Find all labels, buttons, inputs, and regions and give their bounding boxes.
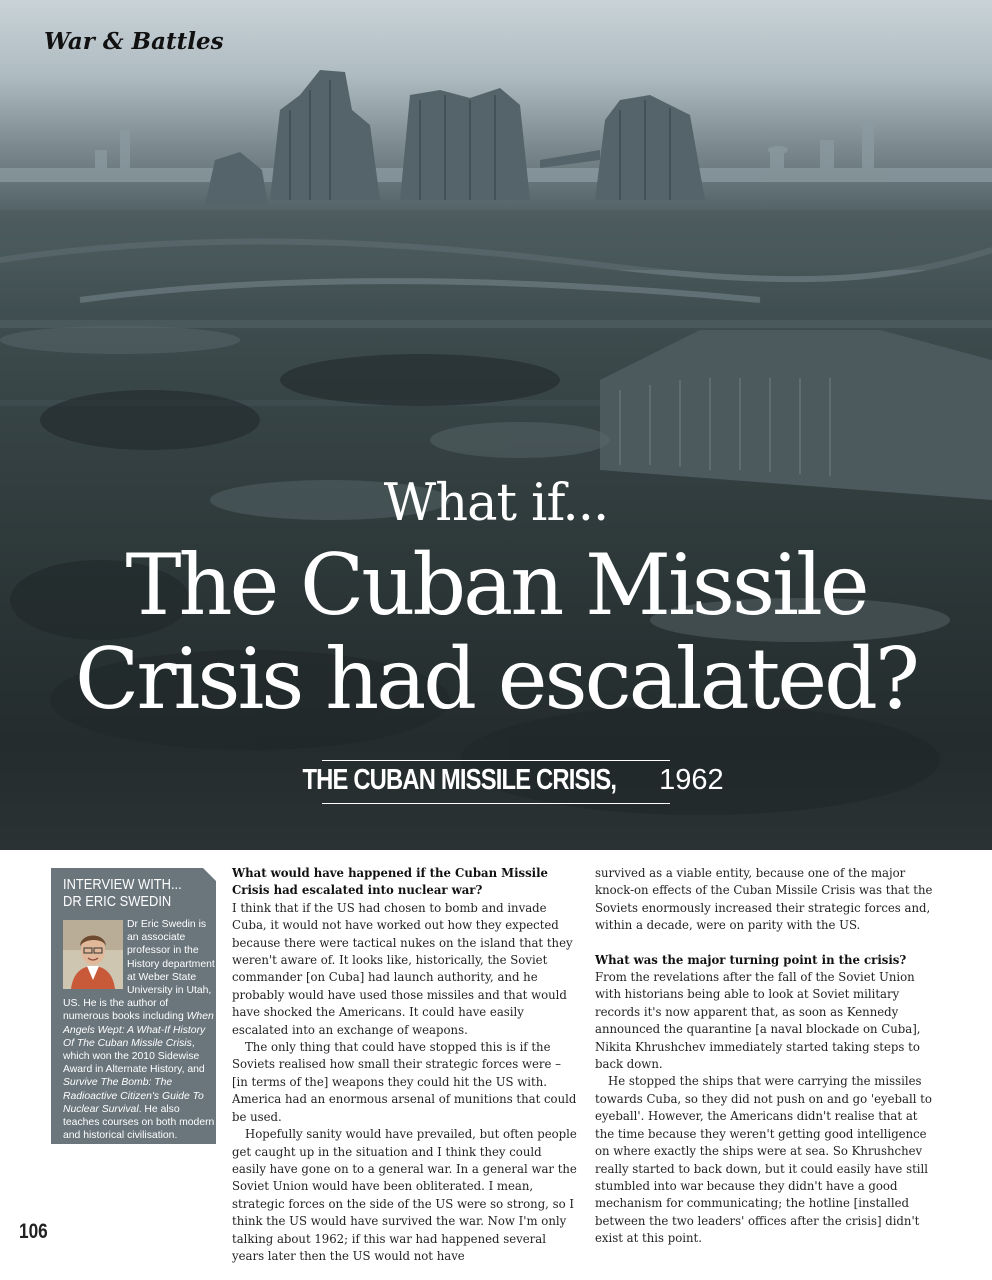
section-heading: War & Battles [44,28,224,55]
interviewee-name: DR ERIC SWEDIN [63,893,172,910]
headline-line-2: Crisis had escalated? [75,630,917,728]
subtitle-rule-top [322,760,670,761]
article-column-2 [595,865,940,1248]
book-title-2: Survive The Bomb: The Radioactive Citizen's Guide To Nuclear Survival [63,1077,204,1115]
page-number: 106 [19,1220,48,1243]
interview-sidebar [51,868,216,1144]
interview-label: INTERVIEW WITH... [63,876,182,893]
paragraph: I think that if the US had chosen to bomb and invade Cuba, it would not have worked out how they expected because there were tactical nukes on the island that they weren't aware of. It looks like, historically, the Soviet commander [on Cuba] had launch authority, and he probably would have used those missiles and that would have shocked the Americans. It could have easily escalated into an exchange of weapons. [232,900,573,1037]
subtitle-rule-bottom [322,803,670,804]
article-column-1 [232,865,577,1265]
question-1: What would have happened if the Cuban Missile Crisis had escalated into nuclear war? [232,866,548,898]
question-2: What was the major turning point in the crisis? [595,952,907,967]
subtitle-year: 1962 [659,764,724,796]
sidebar-corner-notch [203,868,216,881]
headline-kicker: What if... [383,474,609,533]
book-title-1: When Angels Wept: A What-If History Of The Cuban Missile Crisis [63,1011,214,1049]
paragraph: He stopped the ships that were carrying the missiles towards Cuba, so they did not push on and go 'eyeball to eyeball'. However, the Americans didn't realise that at the time because they weren't getting good intelligence on where exactly the ships were at sea. So Khrushchev really started to back down, but it could easily have still stumbled into war because they didn't have a good mechanism for communicating; the hotline [installed between the two leaders' offices after the crisis] didn't exist at this point. [595,1074,932,1246]
paragraph: survived as a viable entity, because one of the major knock-on effects of the Cuban Missile Crisis was that the Soviets enormously increased their strategic forces and, within a decade, were on parity with the US. [595,866,933,933]
subtitle-event: THE CUBAN MISSILE CRISIS, [302,764,617,796]
paragraph: Hopefully sanity would have prevailed, but often people get caught up in the situation and I think they could easily have gone on to a general war. In a general war the Soviet Union would have been obliterated. I mean, strategic forces on the side of the US were so strong, so I think the US would have survived the war. Now I'm only talking about 1962; if this war had happened several years later then the US would not have [232,1127,577,1263]
paragraph: From the revelations after the fall of the Soviet Union with historians being able to look at Soviet military records it's now apparent that, as soon as Kennedy announced the quarantine [a naval blockade on Cuba], Nikita Khrushchev immediately started taking steps to back down. [595,970,921,1072]
subtitle [0,764,992,797]
headline-line-1: The Cuban Missile [125,536,867,634]
headline [0,538,992,726]
interviewee-bio: Dr Eric Swedin is an associate professor in the History department at Weber State University in Utah, US. He is the author of numerous books including When Angels Wept: A What-If History Of The Cuban Missile Crisis, which won the 2010 Sidewise Award in Alternate History, and Survive The Bomb: The Radioactive Citizen's Guide To Nuclear Survival. He also teaches courses on both modern and historical civilisation. [63,919,215,1142]
paragraph: The only thing that could have stopped this is if the Soviets realised how small their strategic forces were – [in terms of the] weapons they could hit the US with. America had an enormous arsenal of munitions that could be used. [232,1040,577,1124]
